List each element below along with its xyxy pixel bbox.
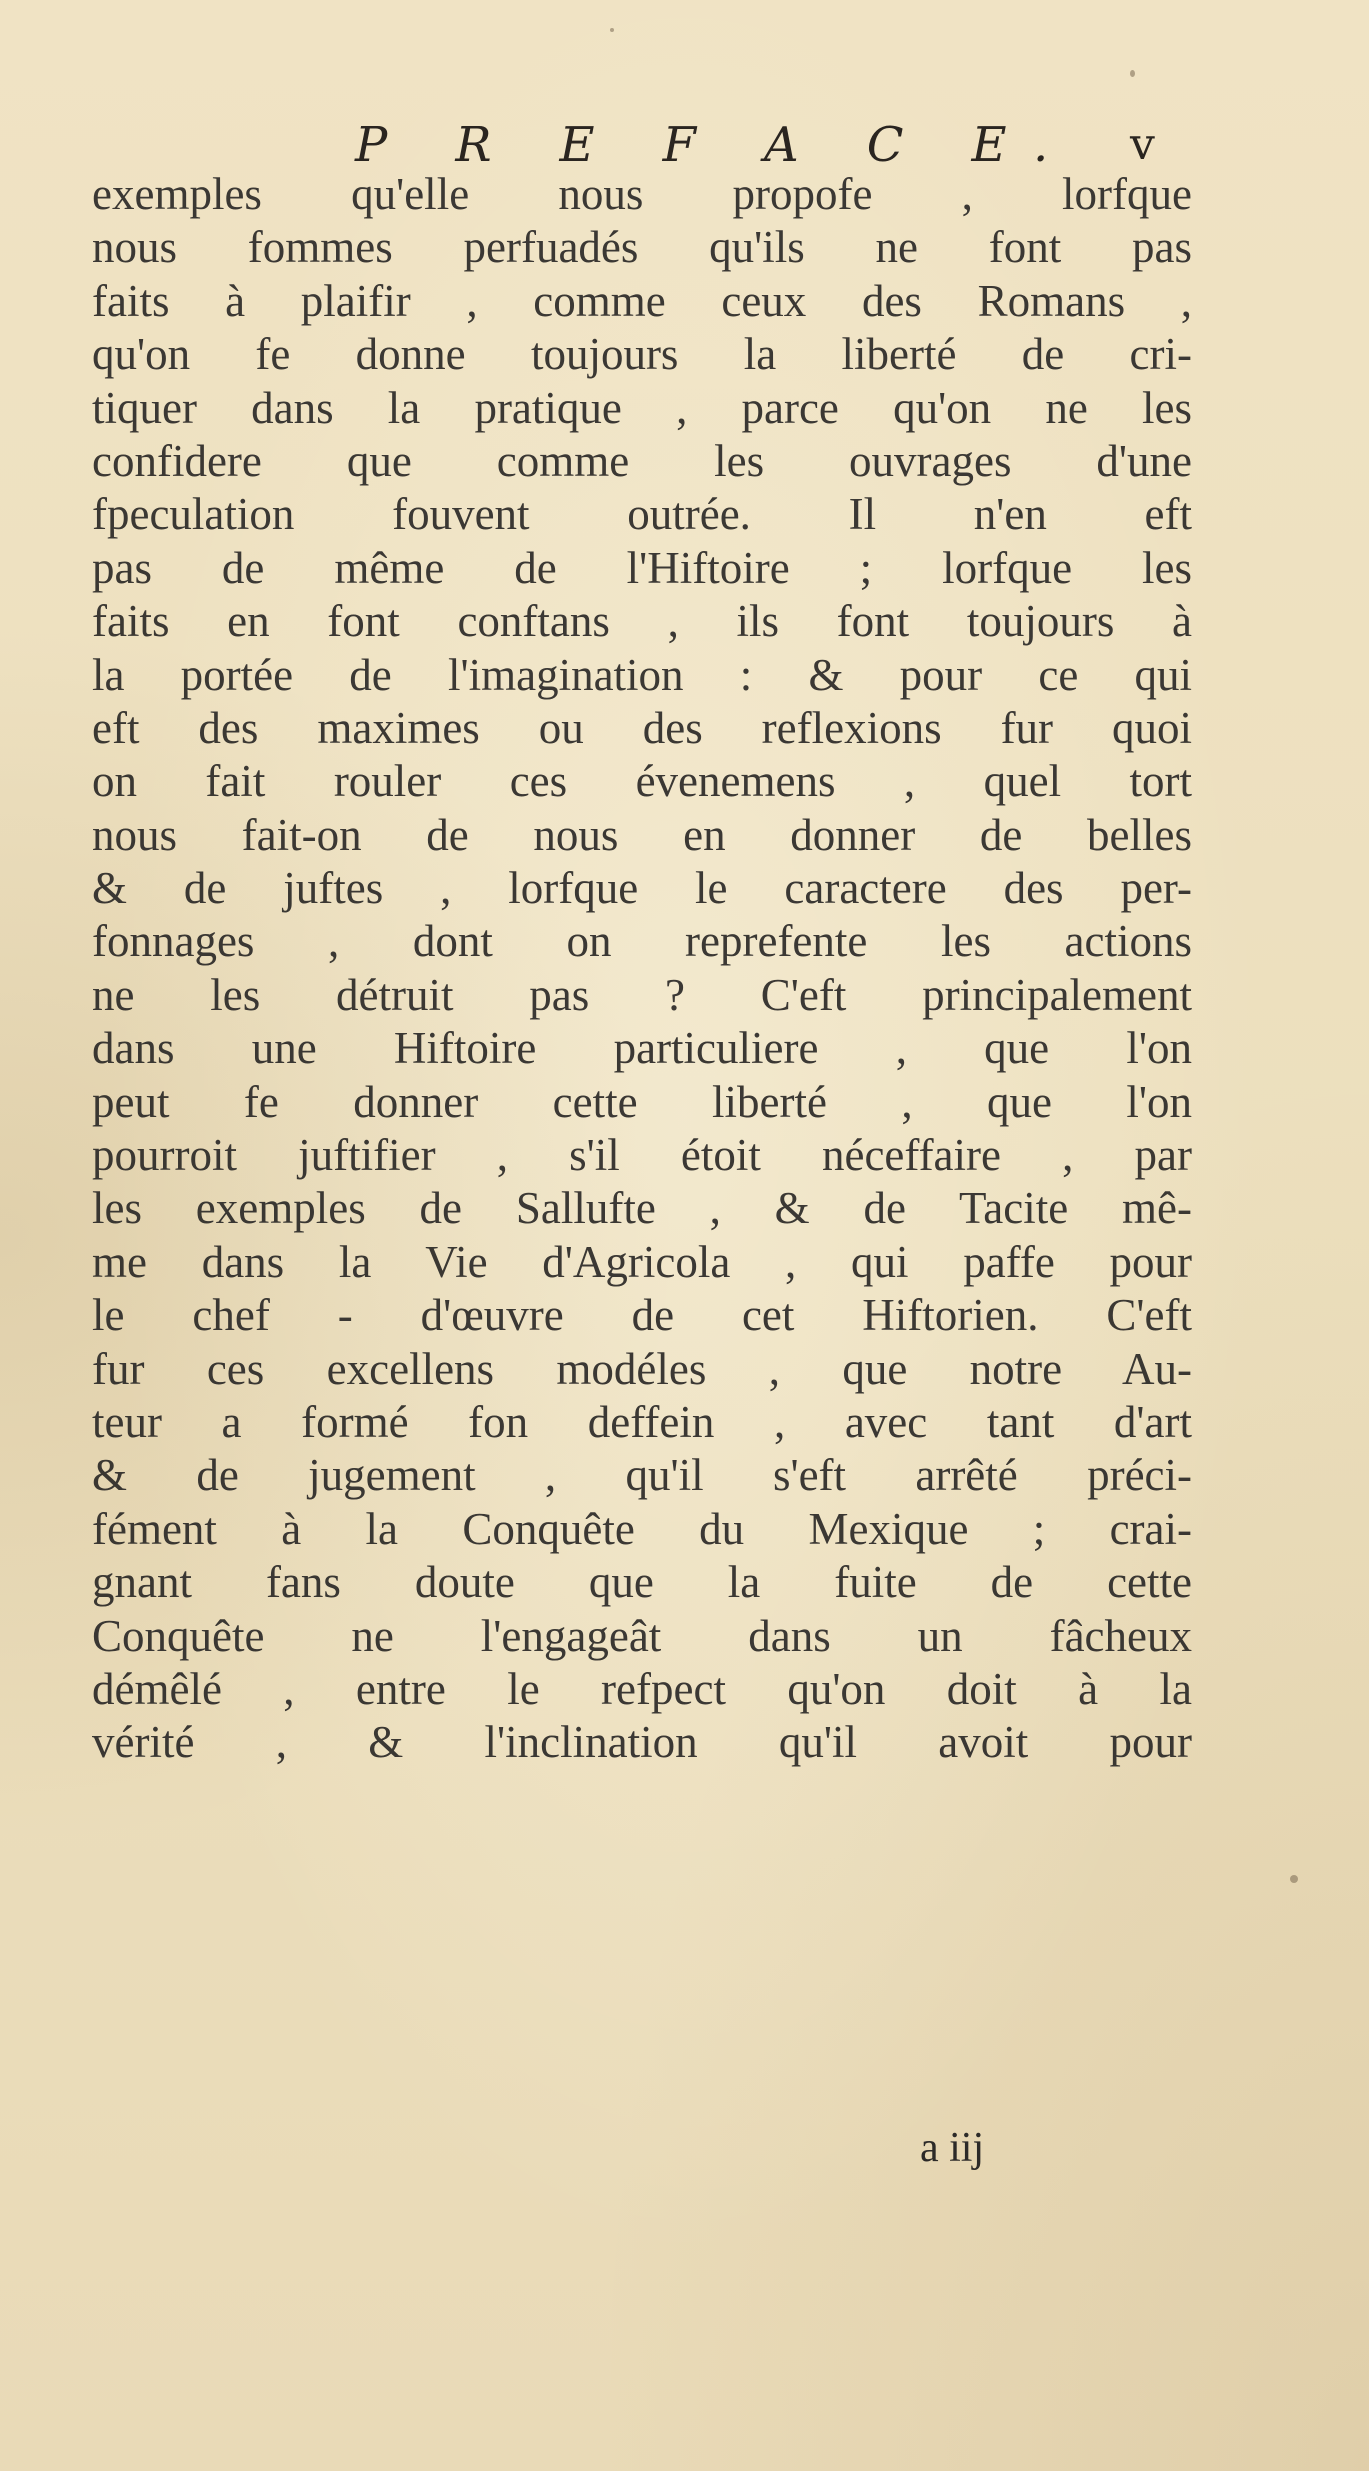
text-line: confidere que comme les ouvrages d'une bbox=[92, 435, 1192, 486]
text-line: fpeculation fouvent outrée. Il n'en eft bbox=[92, 489, 1192, 540]
text-line: & de jugement , qu'il s'eft arrêté préci- bbox=[92, 1450, 1192, 1501]
text-line: pas de même de l'Hiftoire ; lorfque les bbox=[92, 542, 1192, 593]
body-text bbox=[92, 168, 1192, 1770]
text-line: fément à la Conquête du Mexique ; crai- bbox=[92, 1503, 1192, 1554]
signature-mark: a iij bbox=[920, 2125, 985, 2171]
page-number: v bbox=[1130, 119, 1155, 170]
text-line: ne les détruit pas ? C'eft principalement bbox=[92, 969, 1192, 1020]
text-line: me dans la Vie d'Agricola , qui paffe pour bbox=[92, 1236, 1192, 1287]
text-line: gnant fans doute que la fuite de cette bbox=[92, 1557, 1192, 1608]
text-line: faits à plaifir , comme ceux des Romans , bbox=[92, 275, 1192, 326]
text-line: vérité , & l'inclination qu'il avoit pour bbox=[92, 1717, 1192, 1768]
text-line: tiquer dans la pratique , parce qu'on ne les bbox=[92, 382, 1192, 433]
text-line: & de juftes , lorfque le caractere des per- bbox=[92, 863, 1192, 914]
text-line: dans une Hiftoire particuliere , que l'on bbox=[92, 1023, 1192, 1074]
text-line: Conquête ne l'engageât dans un fâcheux bbox=[92, 1610, 1192, 1661]
text-line: le chef - d'œuvre de cet Hiftorien. C'eft bbox=[92, 1290, 1192, 1341]
text-line: démêlé , entre le refpect qu'on doit à la bbox=[92, 1663, 1192, 1714]
text-line: pourroit juftifier , s'il étoit néceffaire , par bbox=[92, 1130, 1192, 1181]
text-line: exemples qu'elle nous propofe , lorfque bbox=[92, 169, 1192, 219]
text-line: qu'on fe donne toujours la liberté de cri- bbox=[92, 329, 1192, 380]
paper-speck bbox=[1290, 1875, 1298, 1883]
text-line: peut fe donner cette liberté , que l'on bbox=[92, 1076, 1192, 1127]
paper-speck bbox=[1130, 70, 1135, 77]
text-line: teur a formé fon deffein , avec tant d'art bbox=[92, 1396, 1192, 1447]
text-line: faits en font conftans , ils font toujours à bbox=[92, 596, 1192, 647]
text-line: nous fommes perfuadés qu'ils ne font pas bbox=[92, 222, 1192, 273]
text-line: la portée de l'imagination : & pour ce qui bbox=[92, 649, 1192, 700]
text-line: on fait rouler ces évenemens , quel tort bbox=[92, 756, 1192, 807]
text-line: eft des maximes ou des reflexions fur quoi bbox=[92, 702, 1192, 753]
text-line: fonnages , dont on reprefente les actions bbox=[92, 916, 1192, 967]
paper-speck bbox=[610, 28, 614, 32]
text-line: nous fait-on de nous en donner de belles bbox=[92, 809, 1192, 860]
running-head-title: P R E F A C E. bbox=[355, 117, 1075, 173]
text-line: fur ces excellens modéles , que notre Au- bbox=[92, 1343, 1192, 1394]
text-line: les exemples de Sallufte , & de Tacite mê- bbox=[92, 1183, 1192, 1234]
